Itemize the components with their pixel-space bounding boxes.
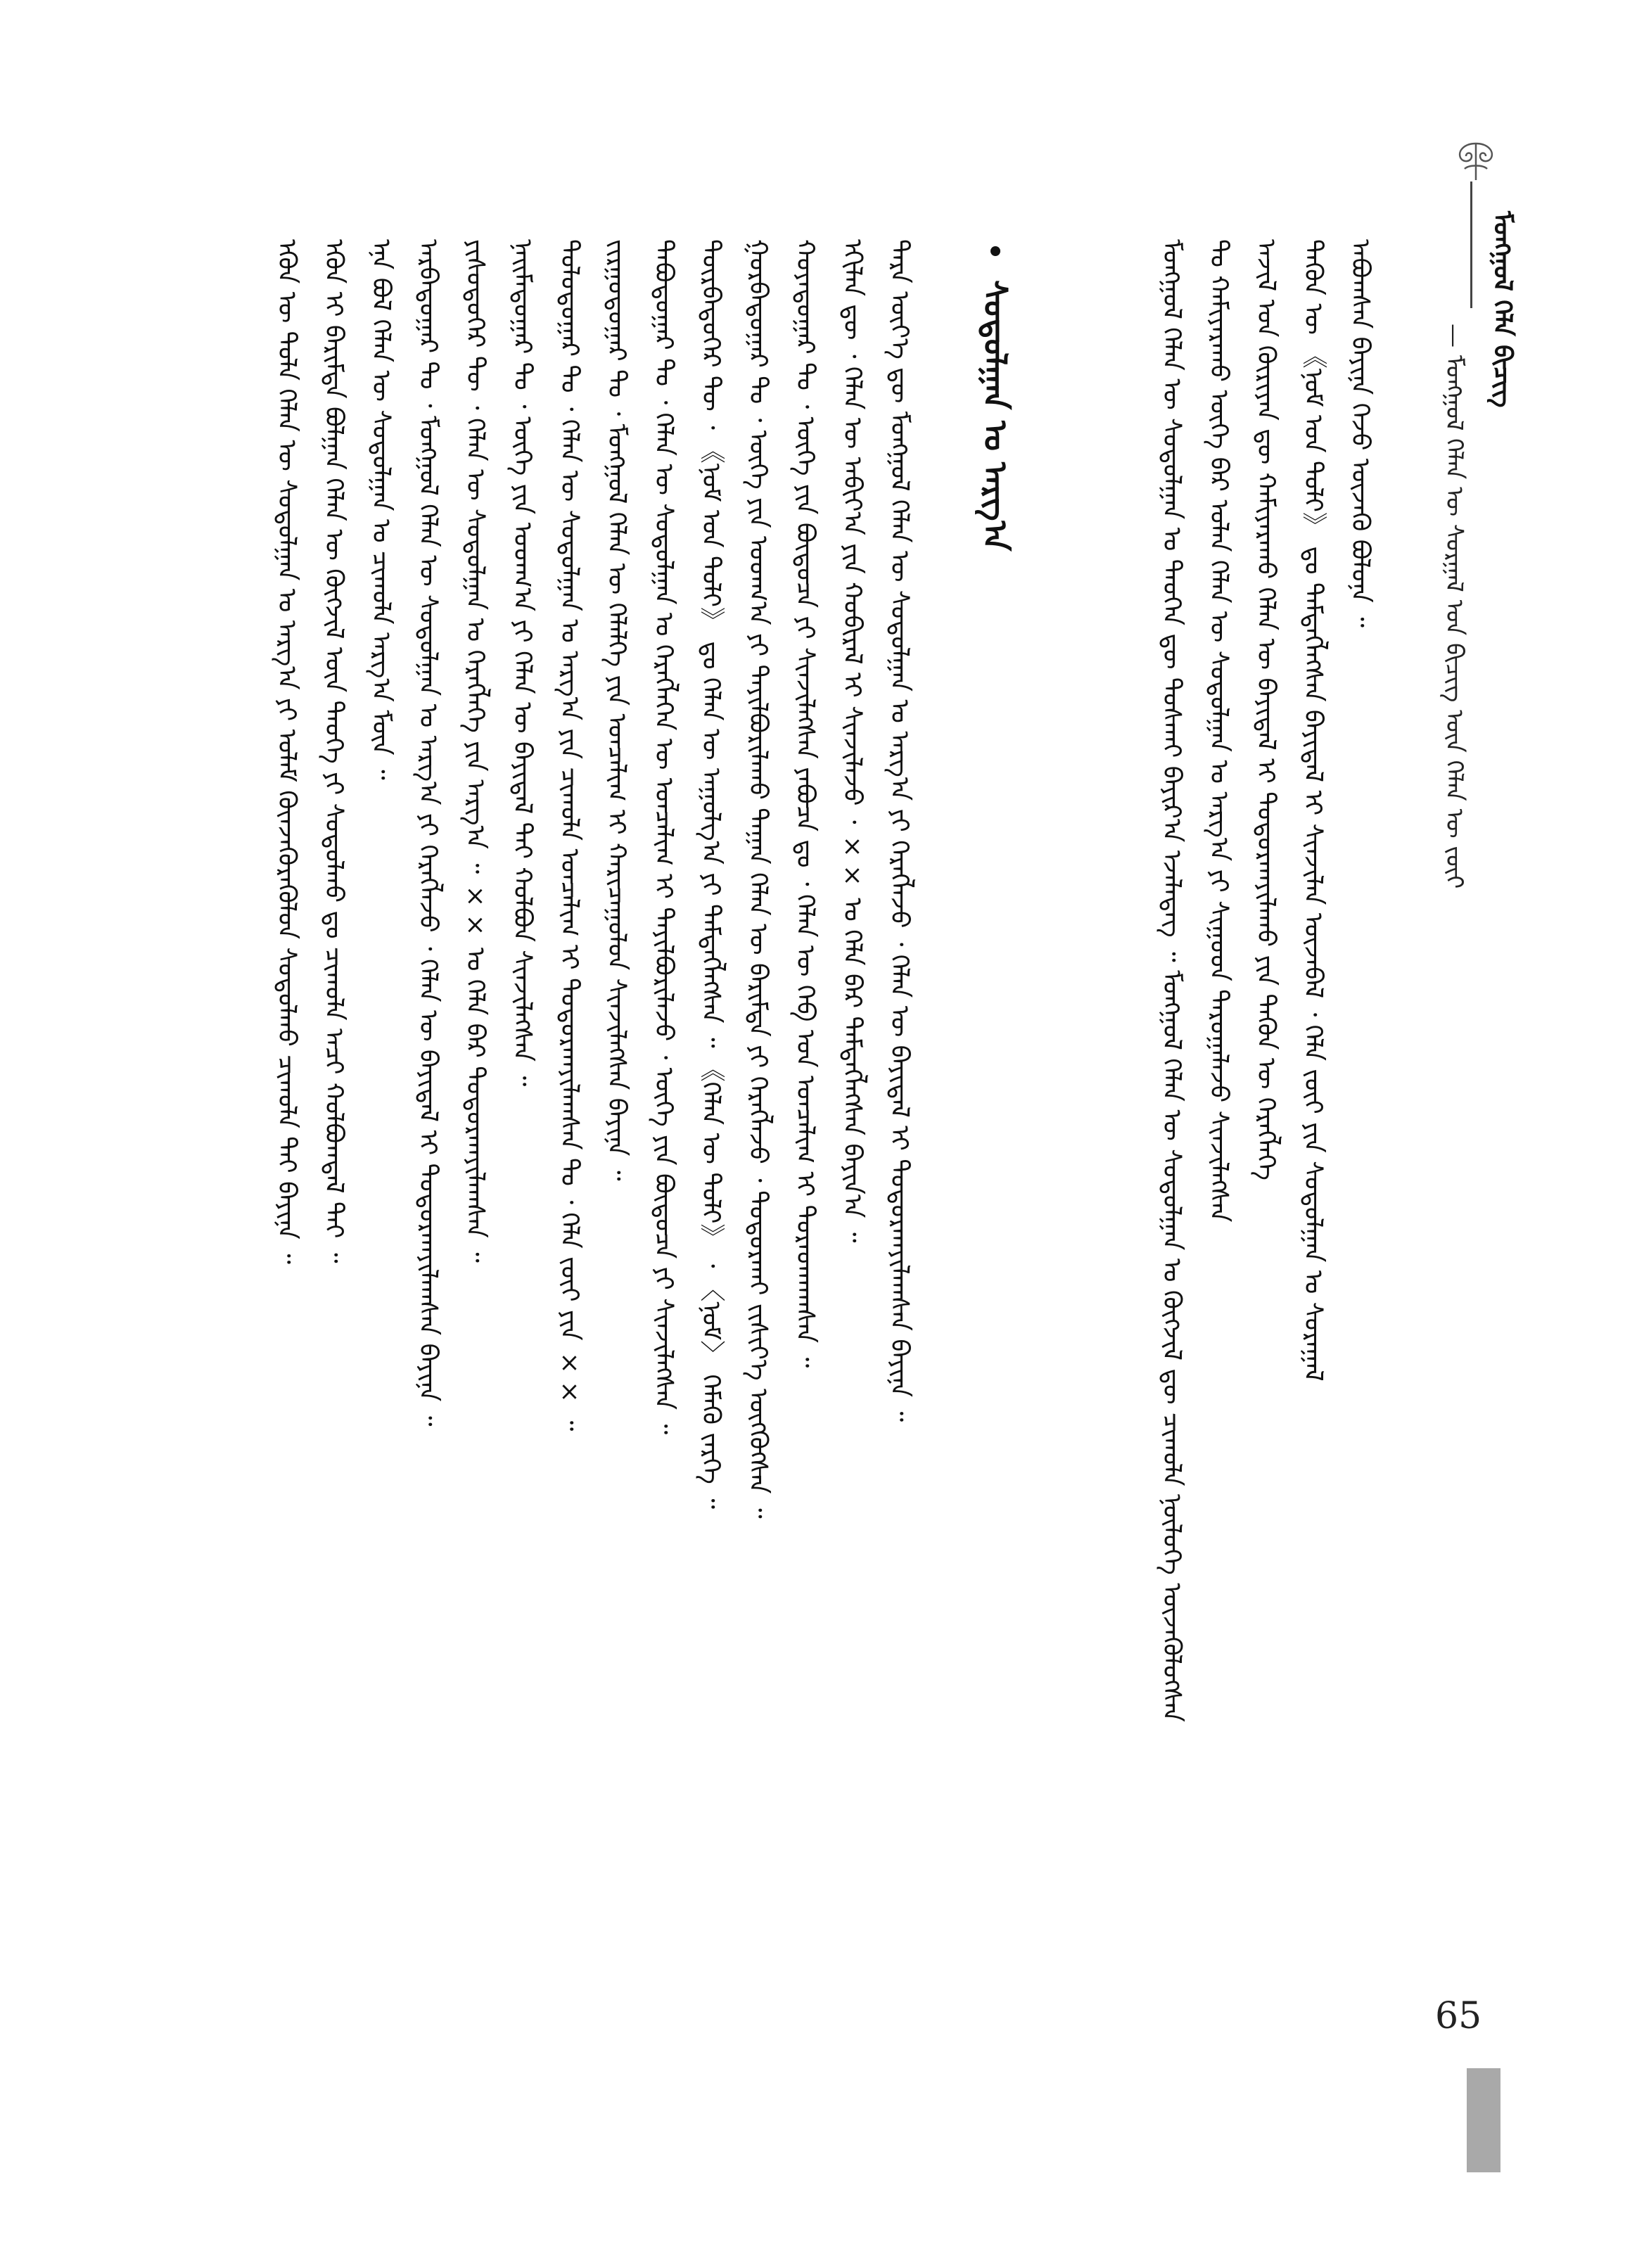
section-heading (976, 246, 1014, 552)
body-column: ᠲᠠᠪᠤᠳᠤᠭᠠᠷ ᠲᠤ ᠂ ᠬᠡᠯᠡᠨ ᠦ ᠰᠤᠳᠤᠯᠭᠠᠨ ᠤ ᠬᠡᠷᠡᠭᠯᠡᠭᠡᠨ ᠦ ᠣᠨᠴᠠᠯᠢᠭ ᠢ ᠲᠠᠶᠢᠯᠪᠤᠷᠢᠯᠠᠵᠤ ᠂ ᠦᠭᠡ ᠶᠢᠨ ᠪᠦᠲᠦᠴᠡ ᠶᠢ ᠰᠢᠨᠵᠢᠯᠡᠭᠰᠡᠨ ᠃ (649, 239, 678, 1435)
running-head-rule (1470, 181, 1472, 308)
body-column: ᠠᠷᠪᠠᠳᠤᠭᠠᠷ ᠲᠤ ᠂ ᠮᠣᠩᠭᠣᠯ ᠬᠡᠯᠡᠨ ᠦ ᠰᠤᠳᠤᠯᠭᠠᠨ ᠤ ᠠᠷᠭ᠎ᠠ ᠶᠢ ᠬᠡᠷᠡᠭᠯᠡᠵᠦ ᠂ ᠬᠡᠯᠡᠨ ᠦ ᠪᠠᠶᠢᠳᠠᠯ ᠢ ᠲᠣᠳᠣᠷᠬᠠᠶᠢᠯᠠᠭᠰᠠᠨ ᠪᠠᠶᠢᠨᠠ ᠃ (414, 239, 442, 1427)
page-number: 65 (1435, 1995, 1482, 2037)
body-column: ᠳᠣᠯᠣᠳᠤᠭᠠᠷ ᠲᠤ ᠂ ᠬᠡᠯᠡᠨ ᠦ ᠰᠤᠳᠤᠯᠭᠠᠨ ᠤ ᠠᠷᠭ᠎ᠠ ᠶᠢᠨ ᠴᠢᠬᠤᠯᠠ ᠣᠨᠴᠠᠯᠢᠭ ᠢ ᠲᠣᠳᠣᠷᠬᠠᠶᠢᠯᠠᠭᠰᠠᠨ ᠲᠤ ᠂ ᠬᠡᠯᠡ ᠵᠦᠢ ᠶᠢᠨ ×× ᠃ (555, 239, 584, 1432)
body-column: ᠳᠥᠷᠪᠡᠳᠦᠭᠡᠷ ᠲᠦ ᠂ 《ᠨᠣᠮ ᠤᠨ ᠲᠣᠯᠢ》 ᠳᠤ ᠬᠡᠯᠡᠨ ᠦ ᠠᠭᠤᠯᠭ᠎ᠠ ᠶᠢ ᠲᠡᠮᠳᠡᠭᠯᠡᠭᠰᠡᠨ ᠃ 《ᠬᠡᠯᠡᠨ ᠦ ᠲᠣᠯᠢ》 ᠂ 〈ᠨᠣᠮ〉 ᠬᠡᠮᠡᠬᠦ ᠵᠡᠷᠭᠡ ᠃ (696, 239, 725, 1509)
chapter-side-tab (1467, 2068, 1500, 2172)
body-column: ᠭᠤᠷᠪᠠᠳᠤᠭᠠᠷ ᠲᠤ ᠂ ᠦᠭᠡ ᠶᠢᠨ ᠤᠳᠬ᠎ᠠ ᠶᠢ ᠲᠠᠶᠢᠯᠪᠤᠷᠢᠯᠠᠬᠤ ᠳᠠᠭᠠᠨ ᠬᠡᠯᠡᠨ ᠦ ᠪᠠᠷᠢᠮᠲᠠ ᠶᠢ ᠬᠡᠷᠡᠭᠯᠡᠵᠦ ᠂ ᠲᠣᠳᠣᠷᠬᠠᠶ ᠵᠢᠱᠢᠶ᠎ᠡ ᠥᠭᠭᠦᠭᠰᠡᠨ ᠃ (744, 239, 772, 1519)
body-column: ᠡᠬᠢᠯᠡᠨ ᠳᠦ ᠂ ᠬᠡᠯᠡᠨ ᠦ ᠠᠪᠢᠶ᠎ᠠ ᠶᠢᠨ ᠬᠤᠪᠢᠷᠠᠯ ᠢ ᠰᠢᠨᠵᠢᠯᠡᠵᠦ ᠂ ×× ᠤ ᠬᠡᠯᠡ ᠪᠡᠷ ᠲᠡᠮᠳᠡᠭᠯᠡᠭᠰᠡᠨ ᠪᠠᠶᠢᠨ᠎ᠠ ᠃ (838, 239, 867, 1243)
body-column: ᠠᠵᠢᠯ ᠤᠨ ᠬᠦᠷᠢᠶᠡᠨ ᠳᠦ ᠬᠠᠮᠢᠶᠠᠷᠠᠬᠤ ᠬᠡᠯᠡᠨ ᠦ ᠪᠠᠶᠢᠳᠠᠯ ᠢ ᠲᠣᠳᠣᠷᠬᠠᠶᠢᠯᠠᠬᠤ ᠶᠢᠨ ᠲᠡᠭᠦᠨ ᠦ ᠬᠡᠷᠡᠭᠯᠡᠭᠡ (1251, 239, 1280, 1180)
body-column: ᠡᠨᠡ ᠪᠣᠯ ᠬᠡᠯᠡᠨ ᠦ ᠰᠤᠳᠤᠯᠭᠠᠨ ᠤ ᠴᠢᠬᠤᠯᠠ ᠠᠷᠭ᠎ᠠ ᠮᠥᠨ ᠃ (367, 239, 395, 780)
body-column: ᠶᠢᠰᠦᠳᠦᠭᠡᠷ ᠲᠦ ᠂ ᠬᠡᠯᠡᠨ ᠦ ᠰᠤᠳᠤᠯᠭᠠᠨ ᠤ ᠬᠡᠷᠡᠭᠯᠡᠭᠡ ᠶᠢᠨ ᠠᠷᠭ᠎ᠠ ᠃ ×× ᠤ ᠬᠡᠯᠡ ᠪᠡᠷ ᠲᠣᠳᠣᠷᠬᠠᠶᠢᠯᠠᠭᠰᠠᠨ ᠃ (461, 239, 490, 1263)
section-bullet-icon (990, 246, 1000, 256)
body-column: ᠡᠭᠦᠨ ᠦ ᠲᠤᠯᠠ ᠬᠡᠯᠡᠨ ᠦ ᠰᠤᠳᠤᠯᠭᠠᠨ ᠤ ᠠᠷᠭ᠎ᠠ ᠶᠢ ᠤᠯᠠᠮ ᠭᠦᠨᠵᠡᠭᠦᠷᠡᠭᠦᠯᠦᠨ ᠰᠤᠳᠤᠯᠬᠤ ᠴᠢᠬᠤᠯᠠ ᠲᠠᠢ ᠪᠠᠶᠢᠨᠠ ᠃ (272, 239, 301, 1264)
body-column: ᠮᠣᠩᠭᠣᠯ ᠬᠡᠯᠡᠨ ᠦ ᠰᠤᠳᠤᠯᠭᠠᠨ ᠤ ᠲᠡᠦᠬᠡᠨ ᠳᠦ ᠲᠤᠰᠬᠠᠢ ᠪᠠᠶᠢᠷ᠎ᠠ ᠡᠵᠡᠯᠡᠳᠡᠭ ᠃ ᠮᠣᠩᠭᠣᠯ ᠬᠡᠯᠡᠨ ᠦ ᠰᠤᠳᠤᠯᠭᠠᠨ ᠤ ᠬᠥᠭᠵᠢᠯ ᠳᠦ ᠴᠢᠬᠤᠯᠠ ᠨᠥᠯᠦᠭᠡ ᠦᠵᠡᠭᠦᠯᠦᠭᠰᠡᠨ (1157, 239, 1186, 1722)
body-column: ᠵᠢᠷᠭᠤᠳᠤᠭᠠᠷ ᠲᠤ ᠂ ᠮᠣᠩᠭᠣᠯ ᠬᠡᠯᠡᠨ ᠦ ᠬᠡᠯᠡᠯᠭᠡ ᠶᠢᠨ ᠣᠨᠴᠠᠯᠢᠭ ᠢ ᠬᠠᠷᠢᠴᠠᠭᠤᠯᠤᠨ ᠰᠢᠨᠵᠢᠯᠡᠭᠰᠡᠨ ᠪᠠᠶᠢᠨᠠ ᠃ (602, 239, 631, 1181)
running-head-title: ᠮᠣᠩᠭᠣᠯ ᠬᠡᠯᠡ ᠪᠢᠴᠢᠭ (1488, 211, 1517, 408)
body-column: ᠨᠠᠢᠮᠠᠳᠤᠭᠠᠷ ᠲᠤ ᠂ ᠦᠭᠡ ᠶᠢᠨ ᠤᠳᠬ᠎ᠠ ᠶᠢ ᠬᠡᠯᠡᠨ ᠦ ᠪᠠᠶᠢᠳᠠᠯ ᠲᠠᠢ ᠬᠣᠯᠪᠣᠨ ᠰᠢᠨᠵᠢᠯᠡᠭᠰᠡᠨ ᠃ (508, 239, 537, 1087)
section-heading-text: ᠰᠤᠳᠤᠯᠭᠠᠨ ᠤ ᠠᠷᠭ᠎ᠠ (976, 280, 1014, 552)
body-column: ᠡᠭᠦᠨ ᠢ ᠪᠠᠷᠢᠮᠲᠠ ᠪᠣᠯᠭᠠᠨ ᠬᠡᠯᠡᠨ ᠦ ᠬᠥᠭᠵᠢᠯ ᠦᠨ ᠲᠡᠦᠬᠡ ᠶᠢ ᠰᠤᠳᠤᠯᠬᠤ ᠳᠤ ᠴᠢᠬᠤᠯᠠ ᠠᠴᠢ ᠬᠣᠯᠪᠣᠭᠳᠠᠯ ᠲᠠᠢ ᠃ (319, 239, 348, 1263)
running-head-ornament-icon (1451, 141, 1501, 181)
body-column: ᠲᠤ ᠬᠠᠮᠢᠶᠠᠷᠠᠬᠤ ᠦᠬᠡ ᠪᠡᠷ ᠣᠯᠠᠨ ᠬᠡᠯᠡᠨ ᠦ ᠰᠤᠳᠤᠯᠭᠠᠨ ᠤ ᠠᠷᠭ᠎ᠠ ᠶᠢ ᠰᠢᠭᠤᠳ ᠳᠠᠷᠤᠭᠠᠯᠠᠵᠤ ᠰᠢᠨᠵᠢᠯᠡᠭᠰᠡᠨ (1204, 239, 1233, 1223)
body-column: ᠲᠡᠭᠦᠨ ᠦ 《ᠨᠣᠮ ᠤᠨ ᠲᠣᠯᠢ》 ᠳᠤ ᠲᠡᠮᠳᠡᠭᠯᠡᠭᠰᠡᠨ ᠪᠠᠶᠢᠳᠠᠯ ᠢ ᠰᠢᠨᠵᠢᠯᠡᠨ ᠦᠵᠡᠪᠡᠯ ᠂ ᠬᠡᠯᠡ ᠵᠦᠢ ᠶᠢᠨ ᠰᠤᠳᠤᠯᠭᠠᠨ ᠤ ᠰᠤᠷᠠᠭᠠᠯ (1299, 239, 1327, 1382)
body-column: ᠬᠣᠶᠠᠳᠤᠭᠠᠷ ᠲᠤ ᠂ ᠦᠭᠡ ᠶᠢᠨ ᠪᠦᠲᠦᠴᠡ ᠶᠢ ᠰᠢᠨᠵᠢᠯᠡᠭᠰᠡᠨ ᠶᠠᠪᠤᠴᠠ ᠳᠤ ᠂ ᠬᠡᠯᠡᠨ ᠦ ᠬᠡᠪ ᠤᠨ ᠣᠨᠴᠠᠯᠢᠭ ᠢ ᠳᠤᠷᠠᠳᠬᠠᠭᠰᠠᠨ ᠃ (791, 239, 820, 1368)
body-column: ᠲᠡᠷᠡ ᠦᠶ᠎ᠡ ᠳᠦ ᠮᠣᠩᠭᠣᠯ ᠬᠡᠯᠡᠨ ᠦ ᠰᠤᠳᠤᠯᠭᠠᠨ ᠤ ᠠᠷᠭ᠎ᠠ ᠶᠢ ᠬᠡᠷᠡᠭᠯᠡᠵᠦ ᠂ ᠬᠡᠯᠡᠨ ᠦ ᠪᠠᠶᠢᠳᠠᠯ ᠢ ᠲᠣᠳᠣᠷᠬᠠᠶᠢᠯᠠᠭᠰᠠᠨ ᠪᠠᠶᠢᠨᠠ ᠃ (885, 239, 914, 1422)
body-column: ᠠᠪᠤᠭᠰᠠᠨ ᠪᠠᠶᠢᠨᠠ ᠭᠡᠵᠦ ᠦᠵᠡᠬᠦ ᠪᠣᠯᠤᠨᠠ ᠃ (1346, 239, 1375, 627)
running-head-subtitle: — ᠮᠣᠩᠭᠣᠯ ᠬᠡᠯᠡᠨ ᠦ ᠰᠤᠷᠭᠠᠯ ᠤᠨ ᠪᠢᠴᠢᠭ ᠦᠨ ᠬᠡᠯᠡᠨ ᠦ ᠵᠦᠢ (1440, 324, 1468, 889)
